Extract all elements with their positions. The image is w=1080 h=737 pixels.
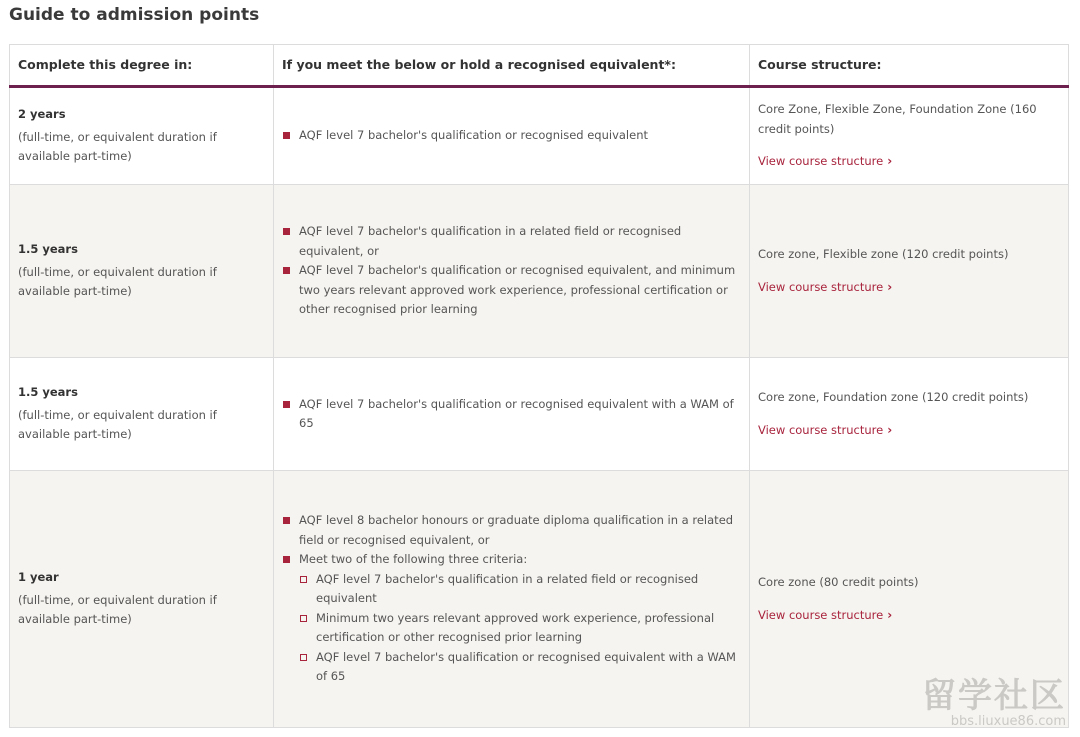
sub-requirement-item: AQF level 7 bachelor's qualification or recognised equivalent with a WAM of 65 [299,648,741,687]
duration-cell [10,471,274,728]
sub-requirement-item: AQF level 7 bachelor's qualification in a related field or recognised equivalent [299,570,741,609]
duration-note: (full-time, or equivalent duration if available part-time) [18,592,217,627]
duration-cell [10,87,274,185]
course-structure-text: Core zone, Foundation zone (120 credit points) [758,390,1029,404]
watermark-logo-text: 留学社区 [922,676,1066,716]
course-structure-text: Core zone, Flexible zone (120 credit points) [758,247,1009,261]
duration-cell [10,358,274,471]
duration-note: (full-time, or equivalent duration if available part-time) [18,129,217,164]
page-title: Guide to admission points [9,5,260,25]
table-row [10,87,1069,185]
requirement-item: AQF level 7 bachelor's qualification or recognised equivalent [282,126,741,146]
admission-points-table [9,44,1069,728]
header-course-structure: Course structure: [750,45,1069,87]
requirement-item: AQF level 7 bachelor's qualification or recognised equivalent with a WAM of 65 [282,395,741,434]
duration-label: 1.5 years [18,385,78,400]
requirements-cell [274,185,750,358]
table-row [10,471,1069,728]
watermark-url: bbs.liuxue86.com [950,714,1066,729]
duration-label: 1.5 years [18,242,78,257]
table-row [10,358,1069,471]
duration-label: 2 years [18,107,66,122]
structure-cell [750,87,1069,185]
sub-requirement-item: Minimum two years relevant approved work experience, professional certification or other recognised prior learning [299,609,741,648]
course-structure-text: Core Zone, Flexible Zone, Foundation Zone (160 credit points) [758,102,1037,136]
chevron-right-icon: › [887,422,893,437]
table-header-row [10,45,1069,87]
header-requirements: If you meet the below or hold a recognised equivalent*: [274,45,750,87]
duration-note: (full-time, or equivalent duration if available part-time) [18,264,217,299]
table-row [10,185,1069,358]
sub-criteria-list [299,570,741,687]
requirement-item: AQF level 8 bachelor honours or graduate diploma qualification in a related field or recognised equivalent, or [282,511,741,550]
header-duration: Complete this degree in: [10,45,274,87]
duration-label: 1 year [18,570,59,585]
structure-cell [750,358,1069,471]
view-course-structure-link[interactable]: View course structure › [758,421,892,441]
chevron-right-icon: › [887,279,893,294]
view-course-structure-link[interactable]: View course structure › [758,606,892,626]
requirements-cell [274,358,750,471]
requirement-item: Meet two of the following three criteria: AQF level 7 bachelor's qualification in a related field or recognised equivalent Minimum two years relevant approved work experience, professional certification or other recognised prior learning AQF level 7 bachelor's qualification or recognised equivalent with a WAM of 65 [282,550,741,687]
view-course-structure-link[interactable]: View course structure › [758,278,892,298]
chevron-right-icon: › [887,154,893,169]
duration-cell [10,185,274,358]
requirement-item: AQF level 7 bachelor's qualification in a related field or recognised equivalent, or [282,222,741,261]
structure-cell [750,185,1069,358]
course-structure-text: Core zone (80 credit points) [758,575,919,589]
requirement-item: AQF level 7 bachelor's qualification or recognised equivalent, and minimum two years relevant approved work experience, professional certification or other recognised prior learning [282,261,741,320]
chevron-right-icon: › [887,607,893,622]
view-course-structure-link[interactable]: View course structure › [758,152,892,172]
duration-note: (full-time, or equivalent duration if available part-time) [18,407,217,442]
requirements-cell [274,471,750,728]
requirements-cell [274,87,750,185]
watermark [922,678,1066,729]
